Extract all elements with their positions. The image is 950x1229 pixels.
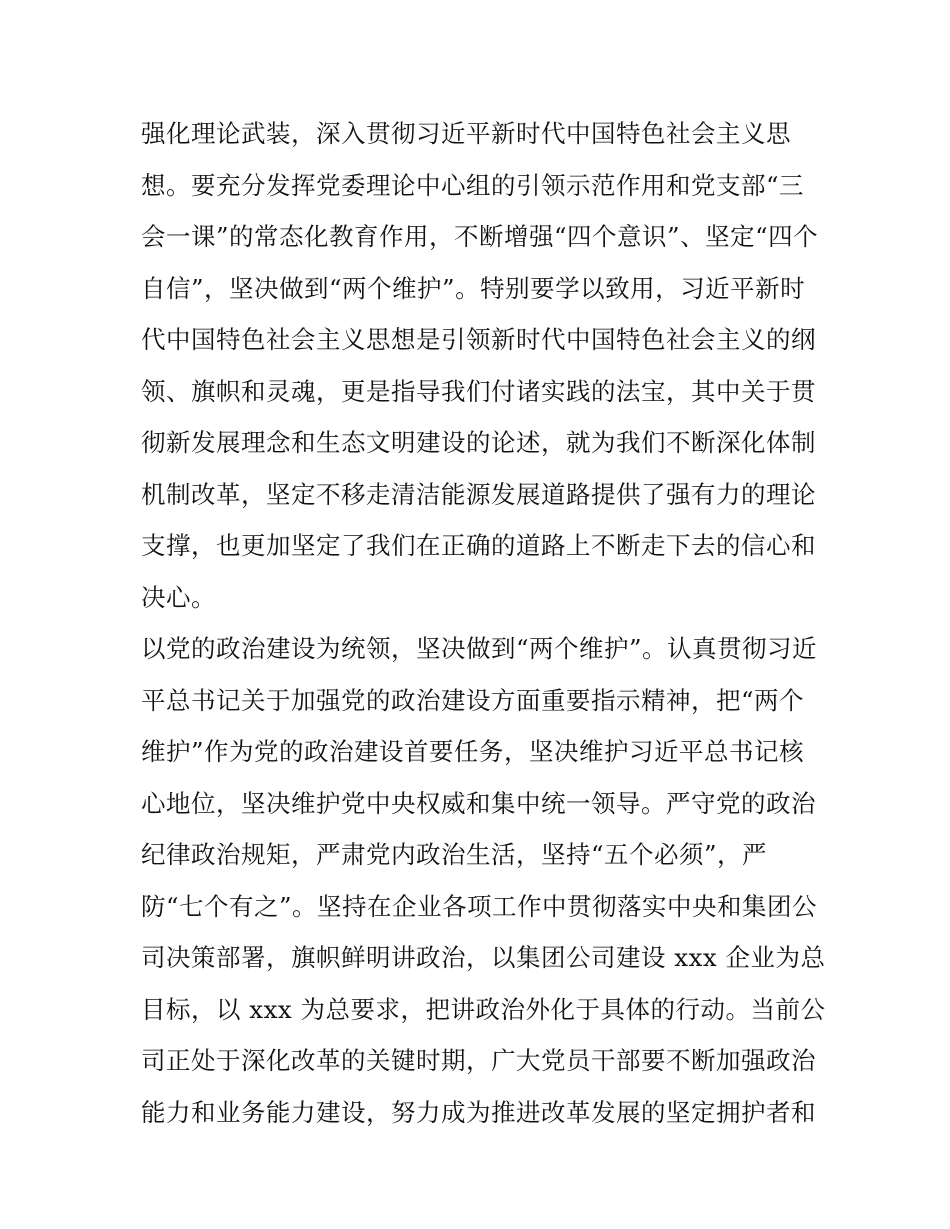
- text-line: 维护”作为党的政治建设首要任务，坚决维护习近平总书记核: [141, 737, 805, 766]
- text-line: 强化理论武装，深入贯彻习近平新时代中国特色社会主义思: [141, 119, 791, 148]
- text-line: 想。要充分发挥党委理论中心组的引领示范作用和党支部“三: [141, 170, 805, 200]
- text-line: 心地位，坚决维护党中央权威和集中统一领导。严守党的政治: [141, 788, 816, 818]
- text-line: 自信”，坚决做到“两个维护”。特别要学以致用，习近平新时: [141, 273, 806, 303]
- text-line: 目标，以 xxx 为总要求，把讲政治外化于具体的行动。当前公: [141, 994, 826, 1024]
- text-line: 领、旗帜和灵魂，更是指导我们付诸实践的法宝，其中关于贯: [141, 376, 816, 406]
- text-line: 彻新发展理念和生态文明建设的论述，就为我们不断深化体制: [141, 428, 816, 457]
- text-line: 代中国特色社会主义思想是引领新时代中国特色社会主义的纲: [141, 325, 816, 354]
- text-line: 司决策部署，旗帜鲜明讲政治，以集团公司建设 xxx 企业为总: [141, 943, 826, 972]
- text-line: 会一课”的常态化教育作用，不断增强“四个意识”、坚定“四个: [141, 222, 819, 251]
- text-line: 能力和业务能力建设，努力成为推进改革发展的坚定拥护者和: [141, 1097, 816, 1127]
- body-text: [141, 108, 826, 1138]
- text-line: 支撑，也更加坚定了我们在正确的道路上不断走下去的信心和: [141, 531, 816, 560]
- text-line: 防“七个有之”。坚持在企业各项工作中贯彻落实中央和集团公: [141, 891, 818, 921]
- text-line: 纪律政治规矩，严肃党内政治生活，坚持“五个必须”，严: [141, 840, 768, 869]
- text-line: 以党的政治建设为统领，坚决做到“两个维护”。认真贯彻习近: [141, 634, 818, 663]
- text-line: 司正处于深化改革的关键时期，广大党员干部要不断加强政治: [141, 1046, 816, 1075]
- text-line: 平总书记关于加强党的政治建设方面重要指示精神，把“两个: [141, 685, 805, 715]
- text-line: 机制改革，坚定不移走清洁能源发展道路提供了强有力的理论: [141, 479, 816, 509]
- text-line: 决心。: [141, 582, 216, 612]
